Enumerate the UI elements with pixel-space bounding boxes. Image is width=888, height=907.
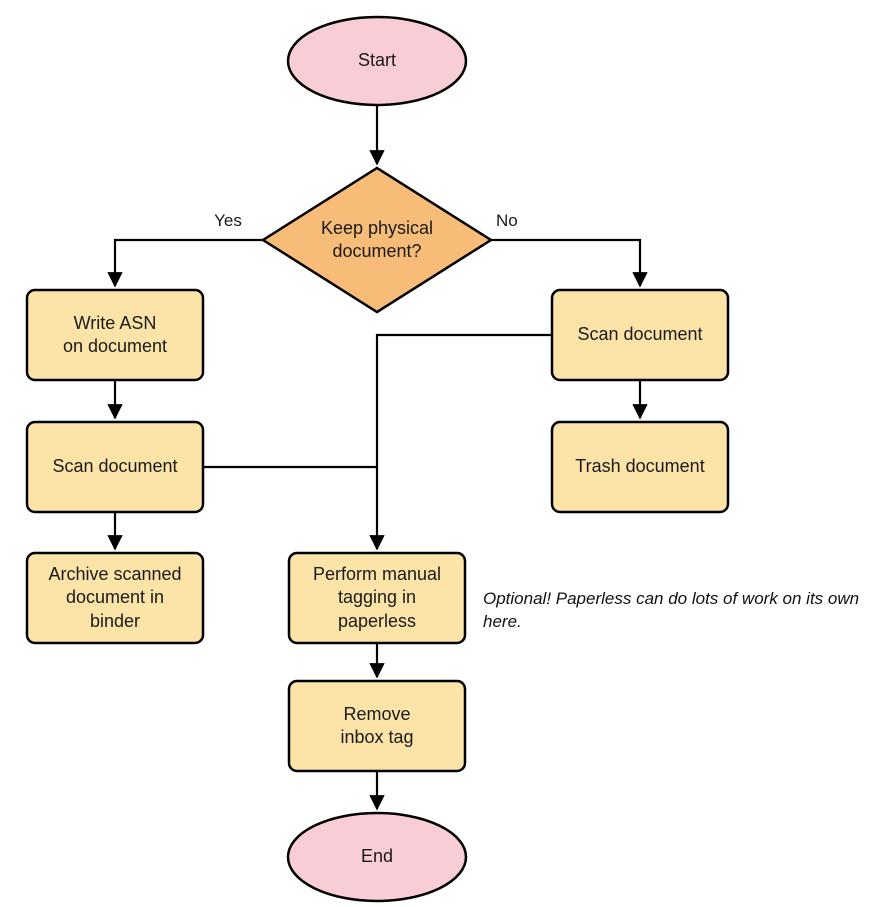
node-end-label: End	[360, 846, 394, 867]
node-scan-document-right	[552, 290, 728, 380]
node-trash-document-label: Trash document	[575, 456, 705, 477]
node-scan-document-right-text: Scan document	[577, 324, 703, 345]
node-archive-scanned-document	[27, 553, 203, 643]
edge-decision-yes-to-write-asn	[115, 240, 263, 286]
edge-decision-no-to-scan-right	[491, 240, 640, 286]
node-write-asn	[27, 290, 203, 380]
edge-scan-right-to-tagging	[377, 335, 552, 549]
node-write-asn-label: Write ASN on document	[62, 312, 168, 356]
edge-label-no: No	[496, 211, 518, 230]
node-scan-document-left	[27, 422, 203, 512]
node-keep-physical-document	[263, 168, 491, 312]
edge-label-yes: Yes	[214, 211, 242, 230]
node-scan-document-left-label: Scan document	[52, 456, 178, 477]
node-remove-inbox-tag-label: Remove inbox tag	[340, 703, 414, 747]
node-start-label: Start	[357, 50, 396, 71]
optional-note: Optional! Paperless can do lots of work on its own here.	[483, 589, 860, 631]
node-archive-scanned-document-label: Archive scanned document in binder	[48, 564, 182, 631]
node-keep-physical-document-label: Keep physical document?	[320, 217, 434, 261]
node-trash-document	[552, 422, 728, 512]
node-start	[288, 17, 466, 105]
node-perform-manual-tagging-label: Perform manual tagging in paperless	[312, 564, 442, 631]
node-end	[288, 813, 466, 901]
node-remove-inbox-tag	[289, 681, 465, 771]
node-perform-manual-tagging	[289, 553, 465, 643]
